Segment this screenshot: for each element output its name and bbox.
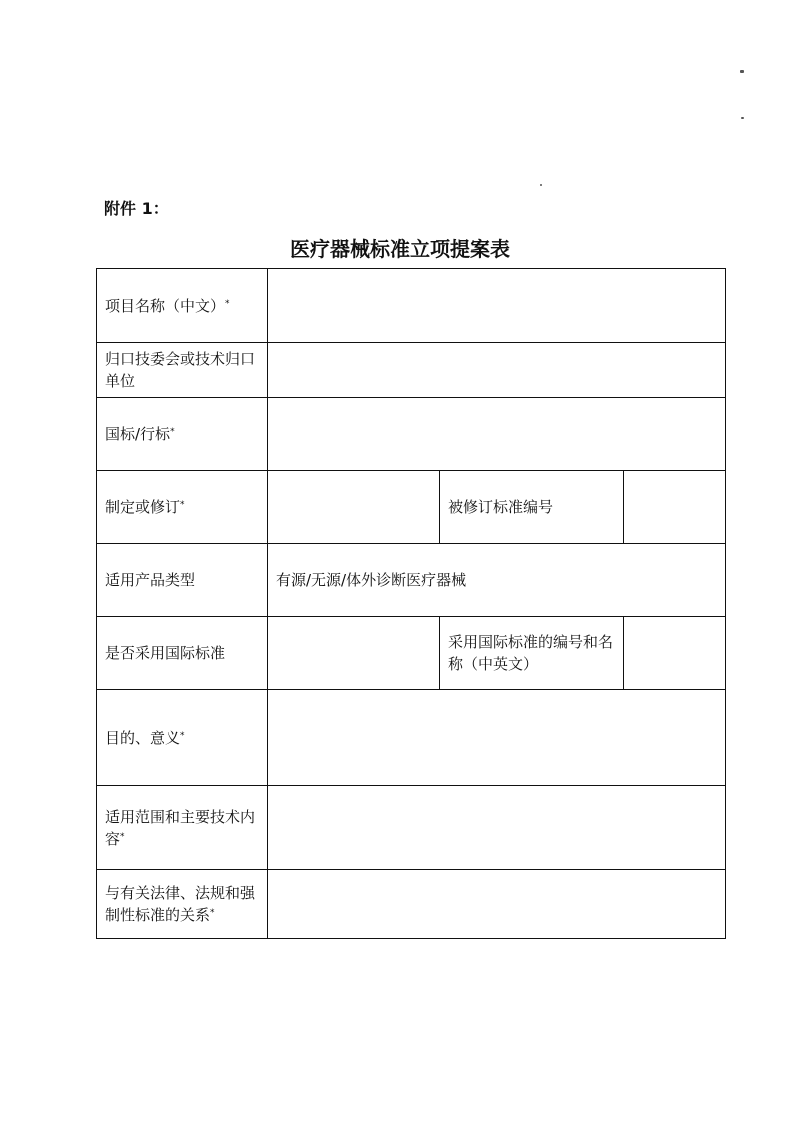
required-mark: * — [180, 500, 185, 510]
revised-standard-number-field[interactable] — [624, 471, 726, 544]
table-row — [97, 786, 726, 870]
table-row — [97, 398, 726, 471]
required-mark: * — [180, 730, 185, 741]
field-label: 归口技委会或技术归口单位 — [97, 343, 268, 398]
required-mark: * — [170, 427, 175, 437]
required-mark: * — [225, 298, 230, 309]
table-row — [97, 471, 726, 544]
field-label: 目的、意义* — [97, 690, 268, 786]
field-label: 适用产品类型 — [97, 544, 268, 617]
table-row — [97, 690, 726, 786]
intl-standard-number-field[interactable] — [624, 617, 726, 690]
proposal-form-table — [96, 268, 726, 939]
draft-or-revise-field[interactable] — [268, 471, 440, 544]
table-row — [97, 617, 726, 690]
attachment-label: 附件 1： — [104, 199, 169, 218]
intl-standard-field[interactable] — [268, 617, 440, 690]
field-label: 适用范围和主要技术内容* — [97, 786, 268, 870]
field-label: 被修订标准编号 — [440, 471, 624, 544]
field-label: 项目名称（中文）* — [97, 269, 268, 343]
table-row — [97, 343, 726, 398]
scan-speck — [540, 184, 542, 186]
relation-field[interactable] — [268, 870, 726, 939]
scope-field[interactable] — [268, 786, 726, 870]
field-label: 是否采用国际标准 — [97, 617, 268, 690]
table-row — [97, 870, 726, 939]
project-name-field[interactable] — [268, 269, 726, 343]
committee-field[interactable] — [268, 343, 726, 398]
field-label: 制定或修订* — [97, 471, 268, 544]
field-label: 与有关法律、法规和强制性标准的关系* — [97, 870, 268, 939]
scan-speck — [740, 70, 744, 73]
form-title: 医疗器械标准立项提案表 — [290, 237, 510, 261]
standard-level-field[interactable] — [268, 398, 726, 471]
table-row — [97, 544, 726, 617]
required-mark: * — [120, 831, 125, 842]
table-row — [97, 269, 726, 343]
purpose-field[interactable] — [268, 690, 726, 786]
field-label: 国标/行标* — [97, 398, 268, 471]
required-mark: * — [210, 908, 215, 918]
product-type-field[interactable]: 有源/无源/体外诊断医疗器械 — [268, 544, 726, 617]
scan-speck — [741, 117, 744, 119]
field-label: 采用国际标准的编号和名称（中英文） — [440, 617, 624, 690]
